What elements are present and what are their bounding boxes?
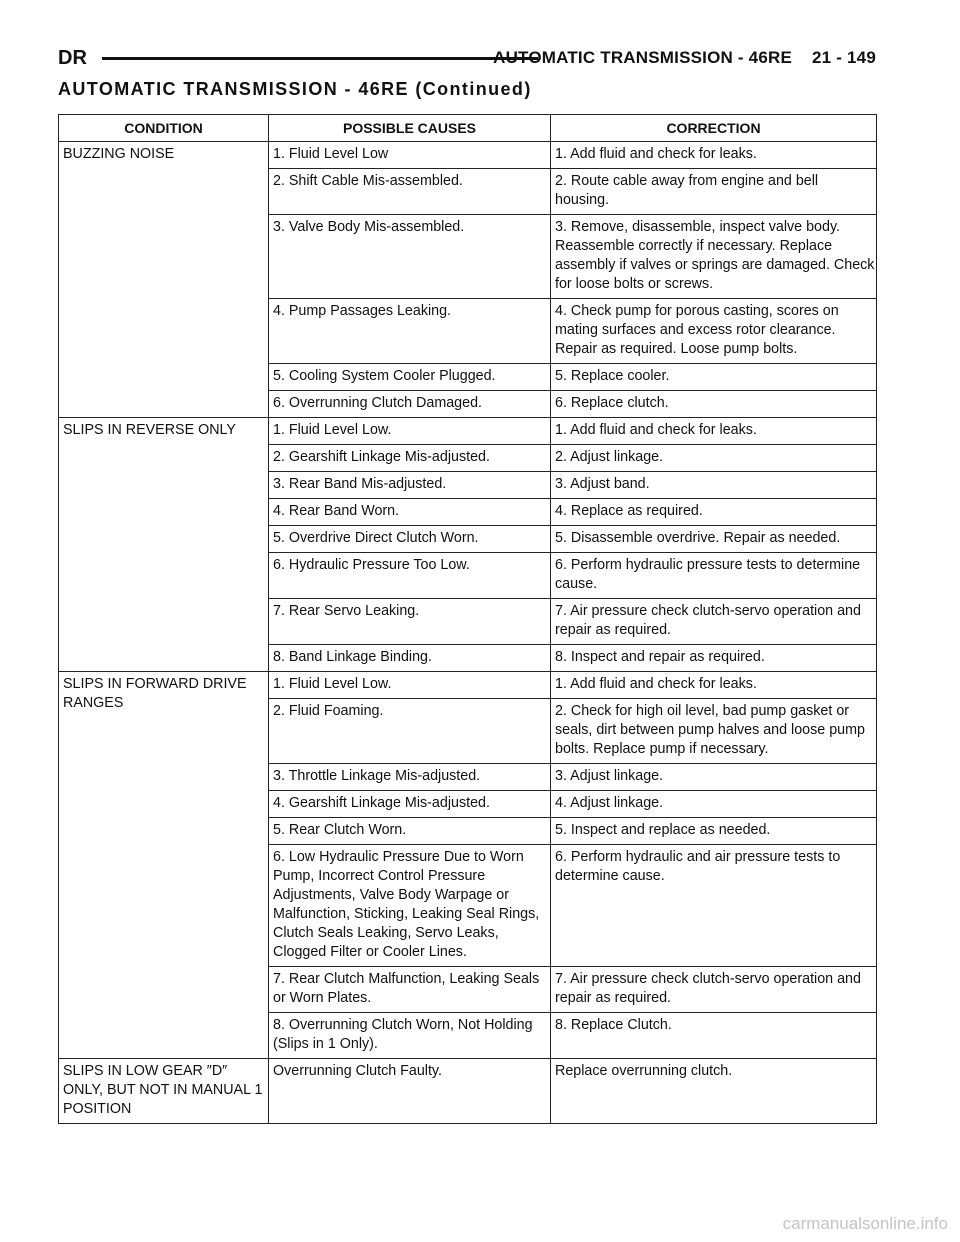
- correction-cell: 1. Add fluid and check for leaks.: [551, 142, 877, 169]
- header-right: [493, 44, 876, 72]
- table-header-row: [59, 115, 877, 142]
- correction-cell: 7. Air pressure check clutch-servo operation and repair as required.: [551, 599, 877, 645]
- correction-cell: 5. Disassemble overdrive. Repair as needed.: [551, 526, 877, 553]
- correction-cell: 4. Check pump for porous casting, scores on mating surfaces and excess rotor clearance. Repair as required. Loose pump bolts.: [551, 299, 877, 364]
- cause-cell: Overrunning Clutch Faulty.: [269, 1059, 551, 1124]
- correction-cell: 8. Replace Clutch.: [551, 1013, 877, 1059]
- section-title: AUTOMATIC TRANSMISSION - 46RE (Continued): [58, 79, 532, 99]
- watermark: carmanualsonline.info: [782, 1214, 948, 1233]
- correction-cell: 4. Adjust linkage.: [551, 791, 877, 818]
- cause-cell: 7. Rear Servo Leaking.: [269, 599, 551, 645]
- header-code: DR: [58, 47, 87, 69]
- cause-cell: 6. Low Hydraulic Pressure Due to Worn Pump, Incorrect Control Pressure Adjustments, Valve Body Warpage or Malfunction, Sticking, Leaking Seal Rings, Clutch Seals Leaking, Servo Leaks, Clogged Filter or Cooler Lines.: [269, 845, 551, 967]
- header-rule: [102, 57, 538, 60]
- correction-cell: 4. Replace as required.: [551, 499, 877, 526]
- correction-cell: 3. Adjust band.: [551, 472, 877, 499]
- condition-cell: SLIPS IN FORWARD DRIVE RANGES: [59, 672, 269, 1059]
- cause-cell: 3. Rear Band Mis-adjusted.: [269, 472, 551, 499]
- correction-cell: Replace overrunning clutch.: [551, 1059, 877, 1124]
- cause-cell: 6. Overrunning Clutch Damaged.: [269, 391, 551, 418]
- condition-cell: BUZZING NOISE: [59, 142, 269, 418]
- cause-cell: 1. Fluid Level Low: [269, 142, 551, 169]
- condition-cell: SLIPS IN LOW GEAR ″D″ ONLY, BUT NOT IN MANUAL 1 POSITION: [59, 1059, 269, 1124]
- cause-cell: 3. Valve Body Mis-assembled.: [269, 215, 551, 299]
- cause-cell: 5. Cooling System Cooler Plugged.: [269, 364, 551, 391]
- table-body: [59, 142, 877, 1124]
- cause-cell: 7. Rear Clutch Malfunction, Leaking Seals or Worn Plates.: [269, 967, 551, 1013]
- correction-cell: 5. Inspect and replace as needed.: [551, 818, 877, 845]
- cause-cell: 1. Fluid Level Low.: [269, 672, 551, 699]
- correction-cell: 6. Perform hydraulic and air pressure tests to determine cause.: [551, 845, 877, 967]
- correction-cell: 2. Route cable away from engine and bell housing.: [551, 169, 877, 215]
- table-row: [59, 672, 877, 699]
- correction-cell: 1. Add fluid and check for leaks.: [551, 418, 877, 445]
- table-row: [59, 418, 877, 445]
- page-number: 21 - 149: [812, 48, 876, 67]
- cause-cell: 4. Pump Passages Leaking.: [269, 299, 551, 364]
- cause-cell: 2. Shift Cable Mis-assembled.: [269, 169, 551, 215]
- correction-cell: 2. Check for high oil level, bad pump gasket or seals, dirt between pump halves and loose pump bolts. Replace pump if necessary.: [551, 699, 877, 764]
- cause-cell: 4. Rear Band Worn.: [269, 499, 551, 526]
- cause-cell: 3. Throttle Linkage Mis-adjusted.: [269, 764, 551, 791]
- correction-cell: 3. Adjust linkage.: [551, 764, 877, 791]
- page-header: [58, 44, 876, 74]
- cause-cell: 2. Gearshift Linkage Mis-adjusted.: [269, 445, 551, 472]
- header-title: AUTOMATIC TRANSMISSION - 46RE: [493, 48, 793, 67]
- cause-cell: 8. Band Linkage Binding.: [269, 645, 551, 672]
- cause-cell: 5. Rear Clutch Worn.: [269, 818, 551, 845]
- cause-cell: 2. Fluid Foaming.: [269, 699, 551, 764]
- correction-cell: 6. Perform hydraulic pressure tests to determine cause.: [551, 553, 877, 599]
- column-header-condition: CONDITION: [59, 115, 269, 142]
- cause-cell: 1. Fluid Level Low.: [269, 418, 551, 445]
- table-row: [59, 1059, 877, 1124]
- correction-cell: 6. Replace clutch.: [551, 391, 877, 418]
- cause-cell: 6. Hydraulic Pressure Too Low.: [269, 553, 551, 599]
- cause-cell: 8. Overrunning Clutch Worn, Not Holding (Slips in 1 Only).: [269, 1013, 551, 1059]
- correction-cell: 7. Air pressure check clutch-servo operation and repair as required.: [551, 967, 877, 1013]
- correction-cell: 2. Adjust linkage.: [551, 445, 877, 472]
- correction-cell: 5. Replace cooler.: [551, 364, 877, 391]
- correction-cell: 8. Inspect and repair as required.: [551, 645, 877, 672]
- column-header-correction: CORRECTION: [551, 115, 877, 142]
- cause-cell: 4. Gearshift Linkage Mis-adjusted.: [269, 791, 551, 818]
- diagnosis-table: [58, 114, 877, 1124]
- correction-cell: 3. Remove, disassemble, inspect valve body. Reassemble correctly if necessary. Replace assembly if valves or springs are damaged. Check for loose bolts or screws.: [551, 215, 877, 299]
- column-header-causes: POSSIBLE CAUSES: [269, 115, 551, 142]
- cause-cell: 5. Overdrive Direct Clutch Worn.: [269, 526, 551, 553]
- correction-cell: 1. Add fluid and check for leaks.: [551, 672, 877, 699]
- condition-cell: SLIPS IN REVERSE ONLY: [59, 418, 269, 672]
- table-row: [59, 142, 877, 169]
